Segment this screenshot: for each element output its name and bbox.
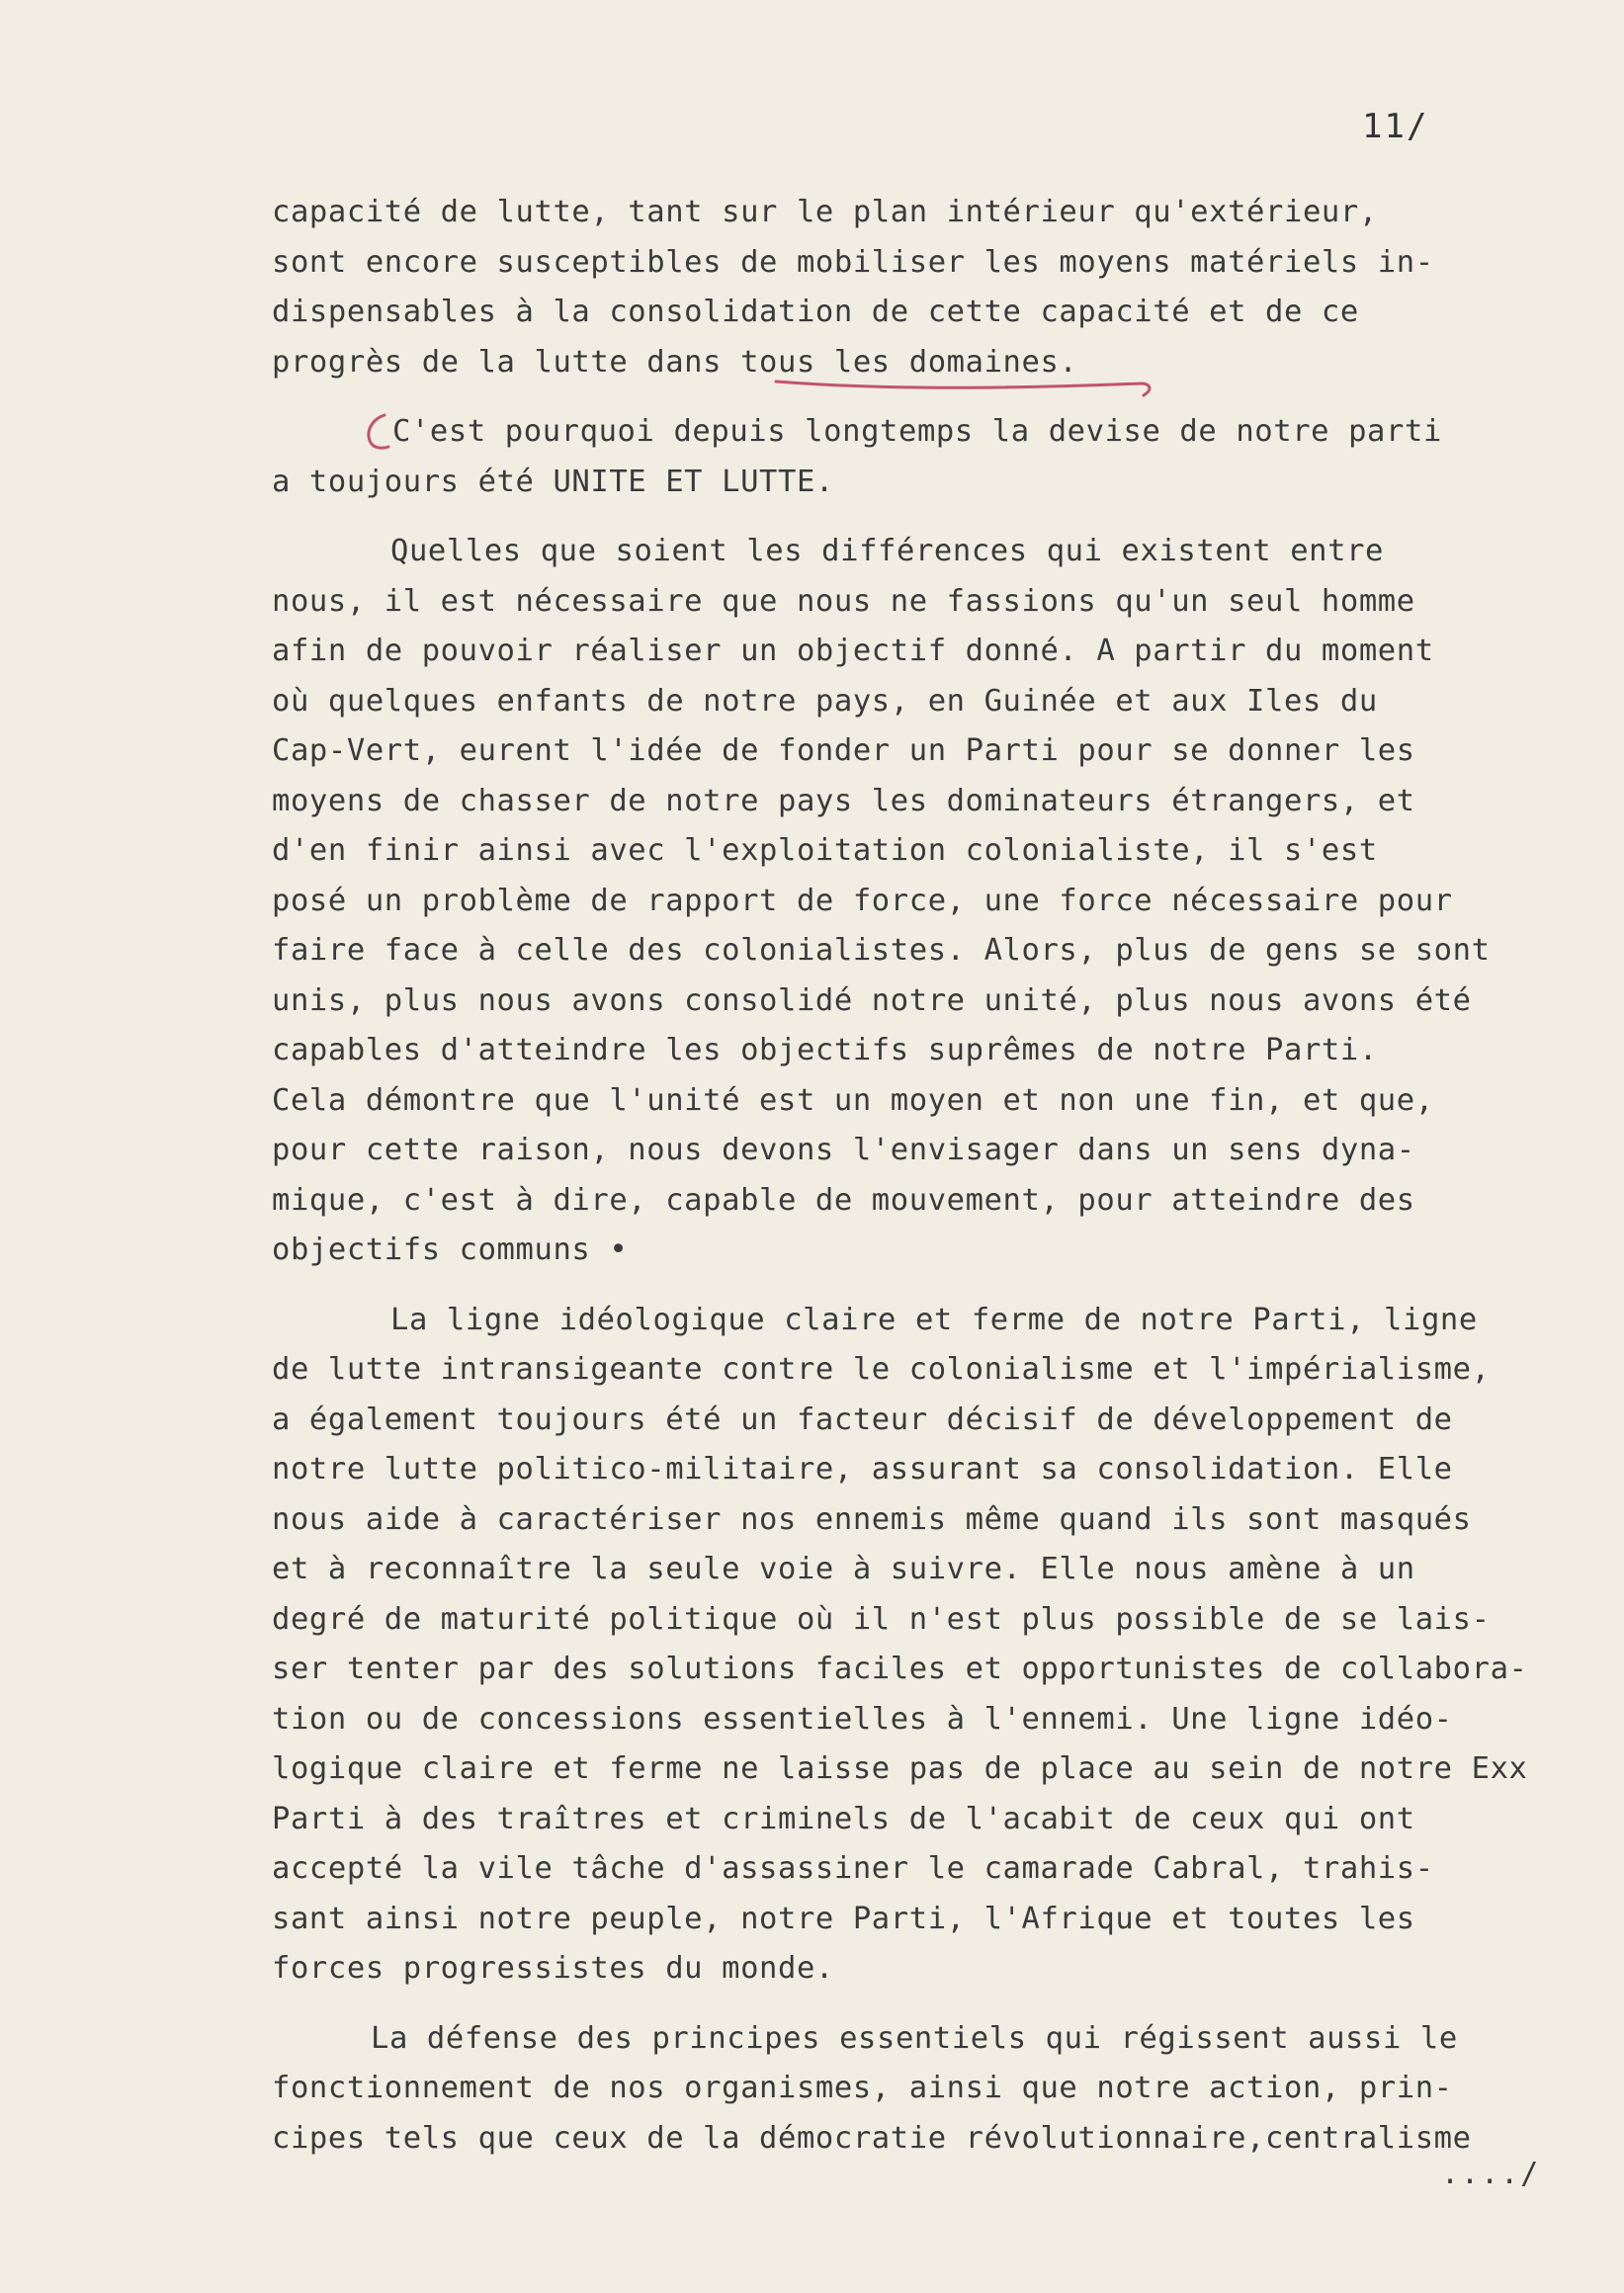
text-line: logique claire et ferme ne laisse pas de place au sein de notre Exx	[272, 1751, 1528, 1786]
text-line: tion ou de concessions essentielles à l'ennemi. Une ligne idéo-	[272, 1701, 1453, 1737]
text-line: progrès de la lutte dans tous les domaines.	[272, 344, 1078, 380]
text-line: ser tenter par des solutions faciles et opportunistes de collabora-	[272, 1652, 1528, 1686]
text-line: posé un problème de rapport de force, une force nécessaire pour	[272, 883, 1453, 918]
text-line: Parti à des traîtres et criminels de l'acabit de ceux qui ont	[272, 1801, 1415, 1836]
paragraph-3	[272, 527, 1596, 1276]
paragraph-4	[272, 1296, 1596, 1995]
text-line: nous aide à caractériser nos ennemis même quand ils sont masqués	[272, 1501, 1472, 1537]
text-line: C'est pourquoi depuis longtemps la devise de notre parti	[392, 414, 1442, 449]
text-line: unis, plus nous avons consolidé notre unité, plus nous avons été	[272, 982, 1472, 1018]
text-line: sont encore susceptibles de mobiliser les moyens matériels in-	[272, 244, 1434, 280]
paragraph-1	[272, 188, 1596, 387]
text-line: faire face à celle des colonialistes. Alors, plus de gens se sont	[272, 933, 1491, 968]
text-line: notre lutte politico-militaire, assurant sa consolidation. Elle	[272, 1452, 1453, 1486]
text-line: Cap-Vert, eurent l'idée de fonder un Parti pour se donner les	[272, 733, 1415, 768]
text-line: de lutte intransigeante contre le colonialisme et l'impérialisme,	[272, 1352, 1491, 1387]
text-line: capacité de lutte, tant sur le plan intérieur qu'extérieur,	[272, 195, 1378, 229]
text-line: capables d'atteindre les objectifs suprêmes de notre Parti.	[272, 1033, 1378, 1067]
text-line: où quelques enfants de notre pays, en Guinée et aux Iles du	[272, 683, 1378, 719]
text-line: mique, c'est à dire, capable de mouvement, pour atteindre des	[272, 1182, 1415, 1218]
text-line: degré de maturité politique où il n'est plus possible de se lais-	[272, 1601, 1491, 1637]
text-line: Cela démontre que l'unité est un moyen et non une fin, et que,	[272, 1082, 1434, 1118]
text-line: sant ainsi notre peuple, notre Parti, l'Afrique et toutes les	[272, 1901, 1415, 1936]
page-number: 11/	[1362, 107, 1429, 146]
text-line: objectifs communs •	[272, 1232, 629, 1267]
text-line: fonctionnement de nos organismes, ainsi que notre action, prin-	[272, 2071, 1453, 2105]
text-line: afin de pouvoir réaliser un objectif donné. A partir du moment	[272, 634, 1434, 668]
text-line: cipes tels que ceux de la démocratie révolutionnaire,centralisme	[272, 2120, 1472, 2156]
text-line: Quelles que soient les différences qui existent entre	[390, 534, 1385, 568]
text-line: La ligne idéologique claire et ferme de notre Parti, ligne	[390, 1302, 1478, 1337]
text-line: a également toujours été un facteur décisif de développement de	[272, 1401, 1453, 1437]
text-line: accepté la vile tâche d'assassiner le camarade Cabral, trahis-	[272, 1851, 1434, 1886]
text-line: d'en finir ainsi avec l'exploitation colonialiste, il s'est	[272, 833, 1378, 868]
text-line: et à reconnaître la seule voie à suivre. Elle nous amène à un	[272, 1552, 1415, 1586]
body-text	[272, 188, 1596, 2164]
handwritten-underline-mark	[272, 376, 1161, 415]
text-line: La défense des principes essentiels qui régissent aussi le	[371, 2020, 1458, 2056]
text-line: dispensables à la consolidation de cette capacité et de ce	[272, 295, 1359, 329]
text-line: pour cette raison, nous devons l'envisager dans un sens dyna-	[272, 1133, 1415, 1167]
paragraph-2	[272, 407, 1596, 507]
continuation-mark: ..../	[1441, 2157, 1541, 2191]
handwritten-bracket-mark	[355, 409, 394, 459]
text-line: moyens de chasser de notre pays les dominateurs étrangers, et	[272, 783, 1415, 818]
text-line: forces progressistes du monde.	[272, 1951, 834, 1986]
text-line: a toujours été UNITE ET LUTTE.	[272, 464, 834, 499]
paragraph-5	[272, 2014, 1596, 2165]
text-line: nous, il est nécessaire que nous ne fassions qu'un seul homme	[272, 583, 1415, 619]
